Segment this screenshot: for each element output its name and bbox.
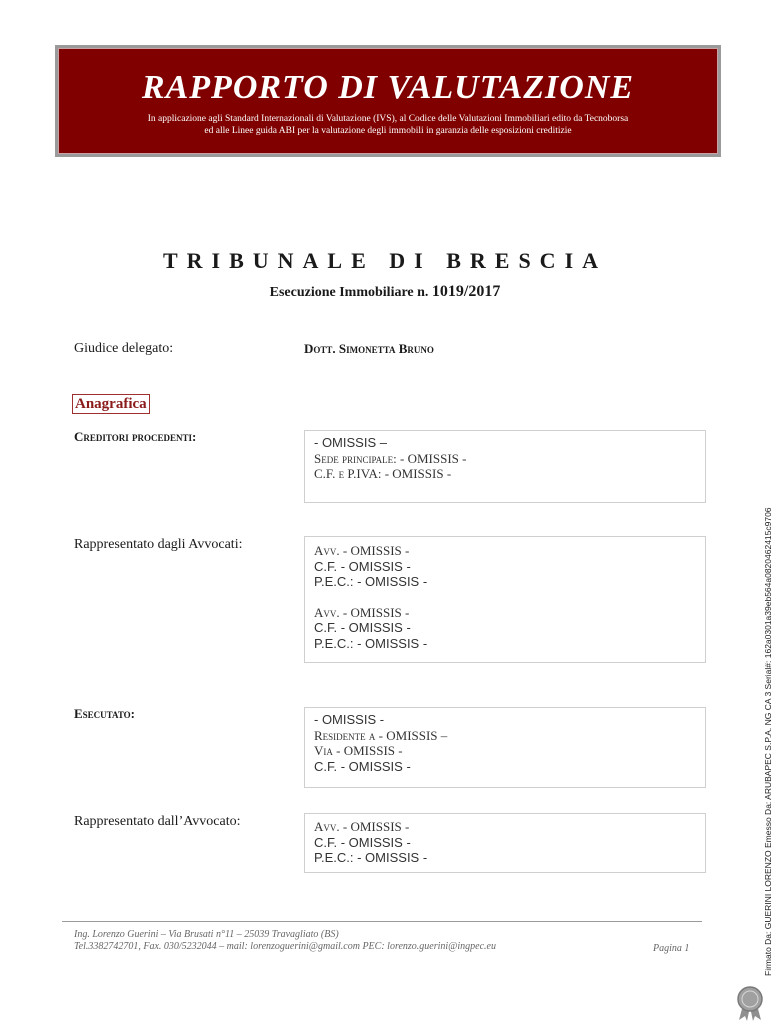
lawyer2-cf: C.F. - OMISSIS - (314, 620, 411, 635)
debtor-lawyer-cf: C.F. - OMISSIS - (314, 834, 411, 850)
debtor-lawyer-box (304, 813, 706, 873)
debtor-lawyer-name: Avv. - OMISSIS - (314, 819, 410, 834)
seal-icon (733, 985, 767, 1021)
page-number: Pagina 1 (653, 943, 690, 954)
creditors-lawyers-label: Rappresentato dagli Avvocati: (74, 537, 243, 552)
footer-address: Ing. Lorenzo Guerini – Via Brusati n°11 – 25039 Travagliato (BS) (74, 929, 339, 940)
debtor-lawyer-pec: P.E.C.: - OMISSIS - (314, 850, 428, 865)
debtor-cf: C.F. - OMISSIS - (314, 758, 411, 774)
report-title: RAPPORTO DI VALUTAZIONE (141, 69, 635, 106)
creditor-tax-id: C.F. e P.IVA: - OMISSIS - (314, 466, 452, 481)
execution-value: 1019/2017 (431, 283, 501, 300)
execution-label: Esecuzione Immobiliare n. (269, 285, 429, 300)
debtor-lawyer-label: Rappresentato dall’Avvocato: (74, 814, 241, 829)
creditor-name: - OMISSIS – (314, 435, 387, 450)
judge-name: Dott. Simonetta Bruno (304, 341, 434, 356)
title-banner (55, 45, 721, 157)
debtor-residence: Residente a - OMISSIS – (314, 727, 448, 743)
report-subtitle-line2: ed alle Linee guida ABI per la valutazione degli immobili in garanzia delle esposizioni creditizie (204, 126, 572, 136)
execution-number (0, 283, 770, 301)
debtor-name: - OMISSIS - (314, 712, 385, 727)
footer-divider (62, 921, 702, 922)
digital-signature: Firmato Da: GUERINI LORENZO Emesso Da: ARUBAPEC S.P.A. NG CA 3 Serial#: 162a0301a39eb564a0820462415c9706 (763, 507, 773, 976)
lawyer1-cf: C.F. - OMISSIS - (314, 558, 411, 574)
court-heading: TRIBUNALE DI BRESCIA (162, 248, 608, 273)
footer (74, 929, 496, 953)
debtor-street: Via - OMISSIS - (314, 743, 403, 758)
lawyer1-pec: P.E.C.: - OMISSIS - (314, 574, 428, 589)
lawyer2-name: Avv. - OMISSIS - (314, 604, 410, 620)
judge-label: Giudice delegato: (74, 341, 174, 356)
creditors-box (304, 430, 706, 503)
title-banner-inner (58, 48, 718, 154)
debtor-label: Esecutato: (74, 706, 136, 721)
creditors-lawyers-box (304, 536, 706, 663)
lawyer1-name: Avv. - OMISSIS - (314, 543, 410, 558)
footer-contacts: Tel.3382742701, Fax. 030/5232044 – mail: lorenzoguerini@gmail.com PEC: lorenzo.guerini@ingpec.eu (74, 941, 496, 952)
creditor-seat: Sede principale: - OMISSIS - (314, 450, 467, 466)
debtor-box (304, 707, 706, 788)
creditors-label: Creditori procedenti: (74, 429, 197, 444)
lawyer2-pec: P.E.C.: - OMISSIS - (314, 635, 428, 651)
section-title: Anagrafica (72, 394, 150, 414)
report-subtitle-line1: In applicazione agli Standard Internazionali di Valutazione (IVS), al Codice delle Valutazioni Immobiliari edito da Tecnoborsa (147, 114, 629, 124)
